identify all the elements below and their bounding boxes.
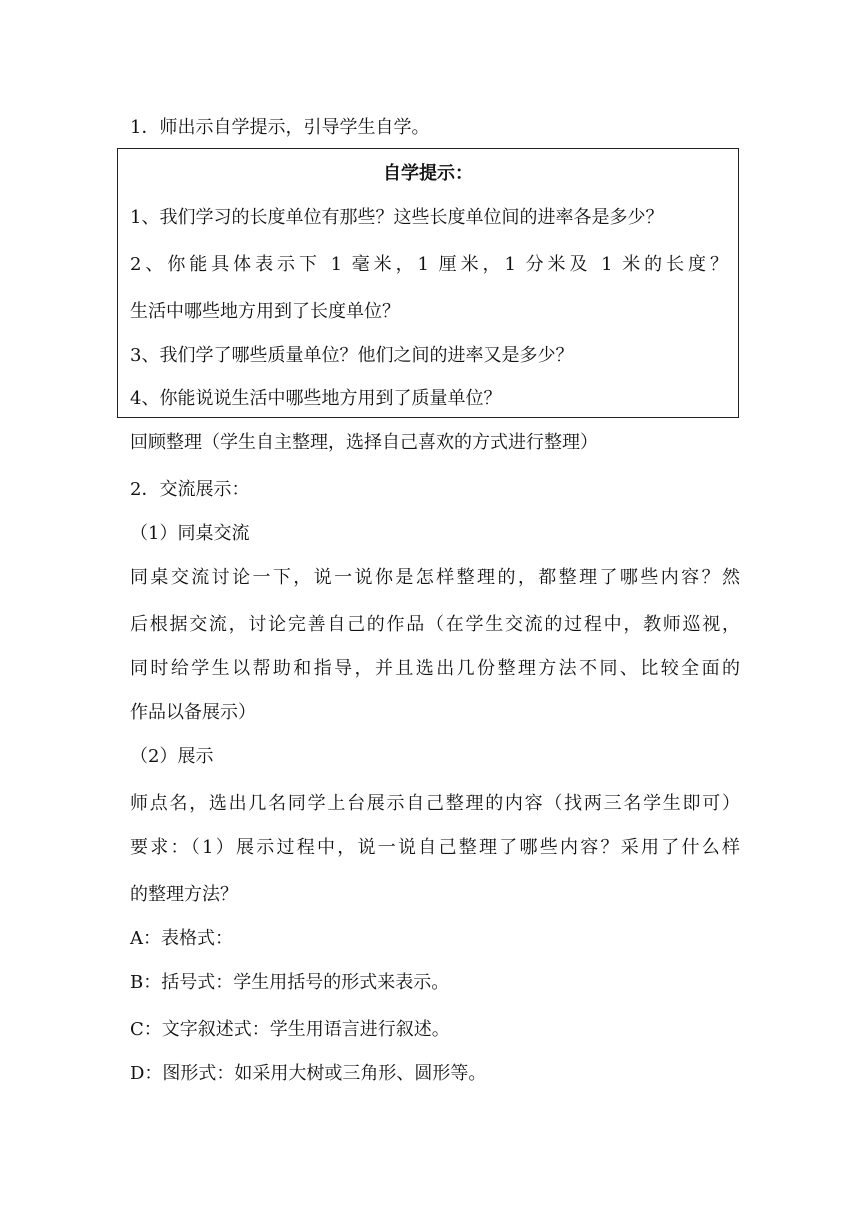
sub-1-body-line-4: 作品以备展示）	[130, 702, 256, 723]
tip-question-3: 3、我们学了哪些质量单位？他们之间的进率又是多少？	[130, 345, 574, 366]
step-2-heading: 2．交流展示：	[130, 479, 250, 500]
step-1-text: 1．师出示自学提示，引导学生自学。	[130, 117, 430, 138]
review-text: 回顾整理（学生自主整理，选择自己喜欢的方式进行整理）	[130, 432, 598, 453]
sub-2-body-line-3: 的整理方法？	[130, 884, 238, 905]
method-d: D：图形式：如采用大树或三角形、圆形等。	[130, 1063, 487, 1084]
sub-1-body-line-3: 同时给学生以帮助和指导，并且选出几份整理方法不同、比较全面的	[130, 658, 740, 679]
tip-question-2-line-1: 2、你能具体表示下 1 毫米，1 厘米，1 分米及 1 米的长度？	[130, 254, 728, 275]
sub-2-body-line-2: 要求：（1）展示过程中，说一说自己整理了哪些内容？采用了什么样	[130, 837, 740, 858]
method-b: B：括号式：学生用括号的形式来表示。	[130, 972, 450, 993]
sub-2-title: （2）展示	[130, 746, 214, 767]
sub-1-title: （1）同桌交流	[130, 523, 250, 544]
self-study-tips-box	[117, 148, 739, 418]
tip-question-1: 1、我们学习的长度单位有那些？这些长度单位间的进率各是多少？	[130, 207, 664, 228]
method-a: A：表格式：	[130, 928, 233, 949]
tips-box-title: 自学提示：	[383, 163, 473, 184]
sub-1-body-line-1: 同桌交流讨论一下，说一说你是怎样整理的，都整理了哪些内容？然	[130, 567, 740, 588]
method-c: C：文字叙述式：学生用语言进行叙述。	[130, 1019, 450, 1040]
sub-1-body-line-2: 后根据交流，讨论完善自己的作品（在学生交流的过程中，教师巡视，	[130, 614, 740, 635]
sub-2-body-line-1: 师点名，选出几名同学上台展示自己整理的内容（找两三名学生即可）	[130, 793, 740, 814]
tip-question-2-line-2: 生活中哪些地方用到了长度单位？	[130, 301, 400, 322]
tip-question-4: 4、你能说说生活中哪些地方用到了质量单位？	[130, 388, 502, 409]
